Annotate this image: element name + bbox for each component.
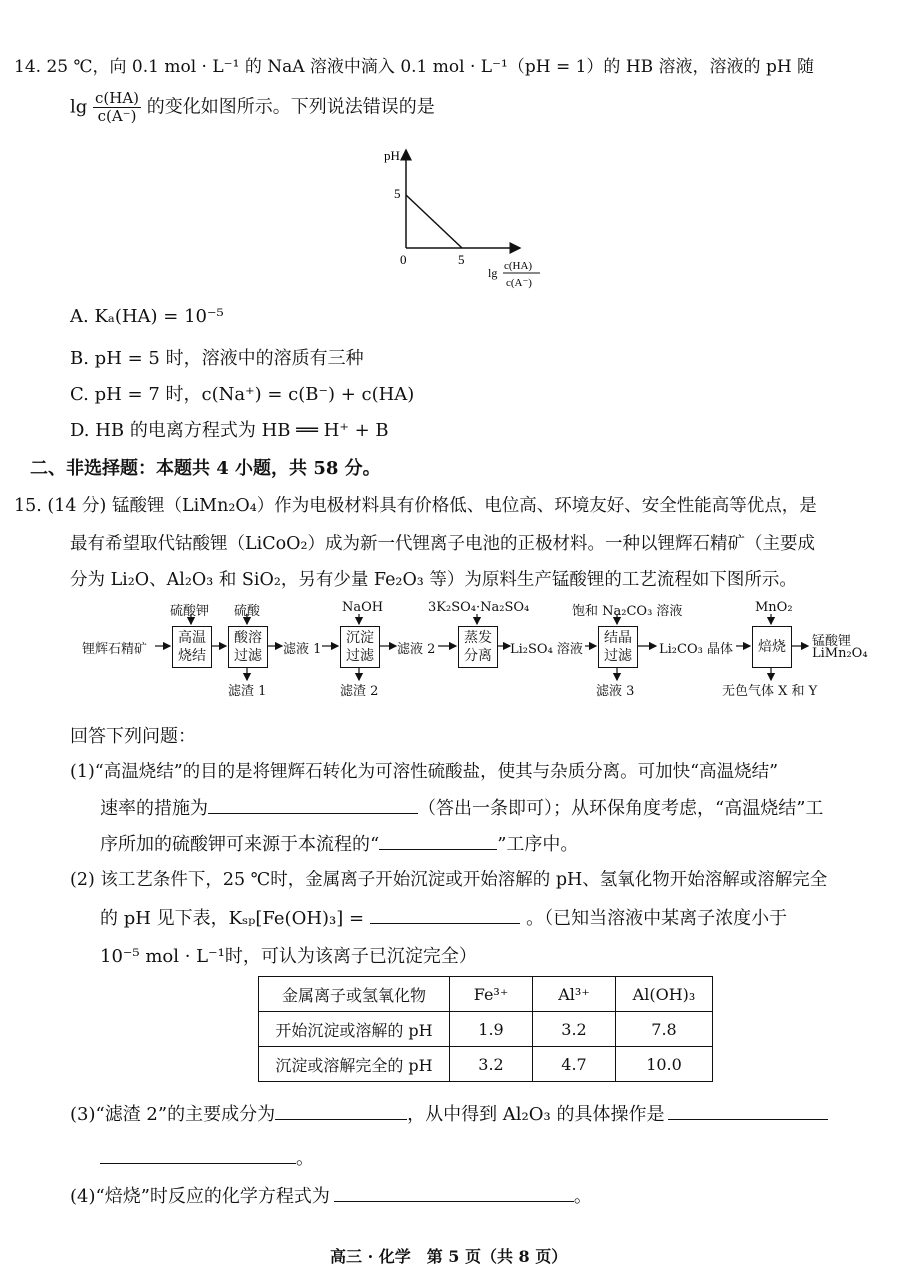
q15-p1-line2-text: 速率的措施为 <box>100 798 208 819</box>
q15-p2-line1: (2) 该工艺条件下，25 ℃时，金属离子开始沉淀或开始溶解的 pH、氢氧化物开始溶解或溶解完全 <box>70 870 828 890</box>
page-footer: 高三 · 化学 第 5 页（共 8 页） <box>330 1247 568 1266</box>
table-header-cell: 金属离子或氢氧化物 <box>259 977 450 1012</box>
flow-out-residue1: 滤渣 1 <box>228 684 267 699</box>
q15-p2-line2-rest: 。（已知当溶液中某离子浓度小于 <box>526 908 788 929</box>
flow-box-evap: 蒸发分离 <box>458 626 498 668</box>
answer-blank-1a[interactable] <box>208 795 418 814</box>
flow-in-naoh: NaOH <box>342 600 384 615</box>
table-header-cell: Al(OH)₃ <box>616 977 713 1012</box>
q15-p4-text: (4)“焙烧”时反应的化学方程式为 <box>70 1186 330 1207</box>
q14-option-c: C. pH = 7 时，c(Na⁺) = c(B⁻) + c(HA) <box>70 384 415 405</box>
flow-in-mno2: MnO₂ <box>755 600 793 615</box>
q15-p3-line1 <box>70 1100 828 1126</box>
flow-out-gas: 无色气体 X 和 Y <box>722 684 818 699</box>
answer-prompt: 回答下列问题： <box>70 726 196 747</box>
q15-p3-end: 。 <box>296 1148 314 1169</box>
flow-out-double-salt: 3K₂SO₄·Na₂SO₄ <box>428 600 530 615</box>
table-cell: 沉淀或溶解完全的 pH <box>259 1047 450 1082</box>
origin-label: 0 <box>400 252 407 267</box>
flow-box-sintering: 高温烧结 <box>172 626 212 668</box>
table-header-cell: Fe³⁺ <box>450 977 533 1012</box>
y-tick-5: 5 <box>394 186 401 201</box>
answer-blank-1b[interactable] <box>379 831 497 850</box>
q14-lg: lg <box>70 96 88 118</box>
q14-stem-suffix: 的变化如图所示。下列说法错误的是 <box>146 96 435 118</box>
table-row <box>259 1012 713 1047</box>
flow-product-name: 锰酸锂 <box>812 634 852 649</box>
q15-p1-line2 <box>100 794 823 820</box>
y-axis-label: pH <box>384 148 400 163</box>
flow-box-crystal: 结晶过滤 <box>598 626 638 668</box>
q15-p3-mid: ，从中得到 Al₂O₃ 的具体操作是 <box>407 1104 665 1125</box>
q15-p3-text: (3)“滤渣 2”的主要成分为 <box>70 1104 276 1125</box>
answer-blank-3b[interactable] <box>668 1101 828 1120</box>
answer-blank-3a[interactable] <box>275 1101 407 1120</box>
answer-blank-4[interactable] <box>334 1183 574 1202</box>
q14-option-d: D. HB 的电离方程式为 HB ══ H⁺ + B <box>70 420 389 441</box>
table-header-row <box>259 977 713 1012</box>
q15-p2-line2 <box>100 904 787 930</box>
q15-p1-line3-text: 序所加的硫酸钾可来源于本流程的“ <box>100 834 380 855</box>
table-cell: 4.7 <box>533 1047 616 1082</box>
flow-start: 锂辉石精矿 <box>82 642 148 657</box>
q15-intro-line3: 分为 Li₂O、Al₂O₃ 和 SiO₂，另有少量 Fe₂O₃ 等）为原料生产锰酸锂的工艺流程如下图所示。 <box>70 570 797 590</box>
q14-option-b: B. pH = 5 时，溶液中的溶质有三种 <box>70 348 364 369</box>
q15-intro-line2: 最有希望取代钴酸锂（LiCoO₂）成为新一代锂离子电池的正极材料。一种以锂辉石精矿（主要成 <box>70 534 816 554</box>
ph-table <box>258 976 713 1082</box>
section-2-heading: 二、非选择题：本题共 4 小题，共 58 分。 <box>30 458 381 479</box>
flow-box-precip: 沉淀过滤 <box>340 626 380 668</box>
flow-product-formula: LiMn₂O₄ <box>812 646 868 661</box>
q15-p1-line2-rest: （答出一条即可）；从环保角度考虑，“高温烧结”工 <box>418 798 824 819</box>
q14-option-a: A. Kₐ(HA) = 10⁻⁵ <box>70 306 224 327</box>
q15-p2-line2-text: 的 pH 见下表，Kₛₚ[Fe(OH)₃] = <box>100 908 365 929</box>
flow-box-acid: 酸溶过滤 <box>228 626 268 668</box>
x-axis-frac-num: c(HA) <box>504 260 533 272</box>
x-tick-5: 5 <box>458 252 465 267</box>
q15-p2-line3: 10⁻⁵ mol · L⁻¹时，可认为该离子已沉淀完全） <box>100 946 477 967</box>
x-axis-label-lg: lg <box>488 266 498 280</box>
q15-p1-line3 <box>100 830 578 856</box>
table-cell: 7.8 <box>616 1012 713 1047</box>
flow-li2co3: Li₂CO₃ 晶体 <box>659 642 733 657</box>
flow-filtrate2: 滤液 2 <box>397 642 436 657</box>
q14-frac-num: c(HA) <box>95 89 140 107</box>
q15-intro-line1: 15. (14 分) 锰酸锂（LiMn₂O₄）作为电极材料具有价格低、电位高、环境友好、安全性能高等优点，是 <box>14 496 817 516</box>
flow-li2so4: Li₂SO₄ 溶液 <box>510 642 583 657</box>
x-axis-frac-den: c(A⁻) <box>506 277 532 289</box>
q15-p4-end: 。 <box>573 1186 592 1207</box>
table-cell: 开始沉淀或溶解的 pH <box>259 1012 450 1047</box>
answer-blank-2[interactable] <box>370 905 520 924</box>
flow-filtrate1: 滤液 1 <box>283 642 322 657</box>
flow-in-na2co3: 饱和 Na₂CO₃ 溶液 <box>572 604 683 619</box>
answer-blank-3c[interactable] <box>100 1145 296 1164</box>
table-cell: 1.9 <box>450 1012 533 1047</box>
q14-stem-line1: 14. 25 ℃，向 0.1 mol · L⁻¹ 的 NaA 溶液中滴入 0.1 mol · L⁻¹（pH = 1）的 HB 溶液，溶液的 pH 随 <box>14 57 815 77</box>
q15-p3-line2 <box>100 1144 314 1170</box>
flow-out-residue2: 滤渣 2 <box>340 684 379 699</box>
flow-in-h2so4: 硫酸 <box>234 604 261 619</box>
flow-box-roast: 焙烧 <box>752 626 792 668</box>
flow-out-filtrate3: 滤液 3 <box>596 684 635 699</box>
table-header-cell: Al³⁺ <box>533 977 616 1012</box>
table-row <box>259 1047 713 1082</box>
flow-in-k2so4: 硫酸钾 <box>170 604 210 619</box>
q14-frac-den: c(A⁻) <box>97 107 137 125</box>
table-cell: 10.0 <box>616 1047 713 1082</box>
q15-p1-line3-rest: ”工序中。 <box>497 834 579 855</box>
table-cell: 3.2 <box>450 1047 533 1082</box>
table-cell: 3.2 <box>533 1012 616 1047</box>
q15-p4-line <box>70 1182 592 1208</box>
q15-p1-line1: (1)“高温烧结”的目的是将锂辉石转化为可溶性硫酸盐，使其与杂质分离。可加快“高温烧结” <box>70 762 779 782</box>
